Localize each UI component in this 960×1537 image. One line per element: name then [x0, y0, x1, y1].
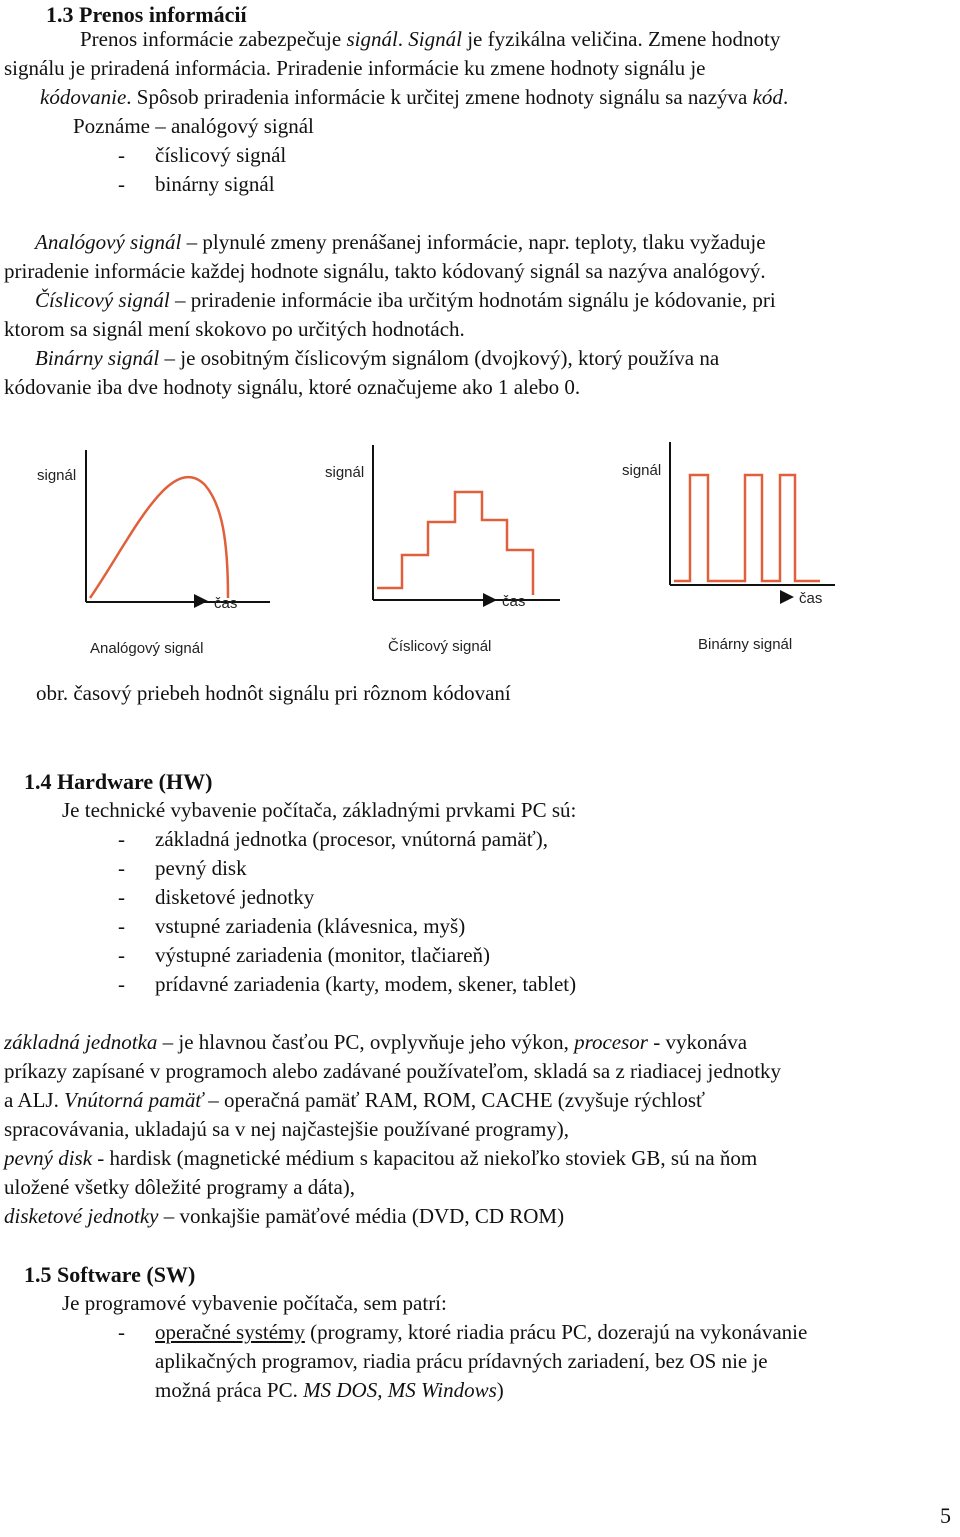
- list-dash: -: [118, 143, 125, 167]
- x-axis-label: čas: [799, 590, 823, 607]
- os-link[interactable]: operačné systémy: [155, 1320, 305, 1344]
- floppy-paragraph: disketové jednotky – vonkajšie pamäťové média (DVD, CD ROM): [4, 1204, 565, 1228]
- list-item: disketové jednotky: [155, 885, 315, 909]
- list-dash: -: [118, 172, 125, 196]
- list-dash: -: [118, 1320, 125, 1344]
- section-heading-1-3: 1.3 Prenos informácií: [46, 2, 247, 27]
- list-dash: -: [118, 885, 125, 909]
- binary-definition-line: kódovanie iba dve hodnoty signálu, ktoré označujeme ako 1 alebo 0.: [4, 375, 581, 399]
- signal-figure: [0, 430, 960, 680]
- y-axis-label: signál: [37, 467, 77, 484]
- list-dash: -: [118, 856, 125, 880]
- base-unit-paragraph-line: a ALJ. Vnútorná pamäť – operačná pamäť RAM, ROM, CACHE (zvyšuje rýchlosť: [4, 1088, 705, 1112]
- list-item: výstupné zariadenia (monitor, tlačiareň): [155, 943, 491, 967]
- list-item: základná jednotka (procesor, vnútorná pamäť),: [155, 827, 548, 851]
- diagram-caption-binary: Binárny signál: [698, 636, 793, 653]
- os-paragraph-line: aplikačných programov, riadia prácu prídavných zariadení, bez OS nie je: [155, 1349, 768, 1373]
- binary-definition: Binárny signál – je osobitným číslicovým signálom (dvojkový), ktorý používa na: [35, 346, 720, 370]
- section-heading-1-5: 1.5 Software (SW): [24, 1262, 196, 1287]
- x-axis-label: čas: [502, 593, 526, 610]
- list-dash: -: [118, 972, 125, 996]
- hardware-intro: Je technické vybavenie počítača, základnými prvkami PC sú:: [62, 798, 577, 822]
- paragraph-line: Prenos informácie zabezpečuje signál. Signál je fyzikálna veličina. Zmene hodnoty: [80, 27, 781, 51]
- x-axis-label: čas: [214, 595, 238, 612]
- os-paragraph-line: možná práca PC. MS DOS, MS Windows): [155, 1378, 504, 1402]
- page-number: 5: [940, 1503, 951, 1528]
- digital-definition-line: ktorom sa signál mení skokovo po určitých hodnotách.: [4, 317, 465, 341]
- list-item: pevný disk: [155, 856, 247, 880]
- list-dash: -: [118, 827, 125, 851]
- x-axis-arrow: [780, 590, 794, 604]
- diagram-caption-analog: Analógový signál: [90, 640, 204, 657]
- list-item: binárny signál: [155, 172, 275, 196]
- analog-definition-line: priradenie informácie každej hodnote signálu, takto kódovaný signál sa nazýva analógový.: [4, 259, 766, 283]
- hard-disk-paragraph-line: uložené všetky dôležité programy a dáta),: [4, 1175, 356, 1199]
- digital-definition: Číslicový signál – priradenie informácie iba určitým hodnotám signálu je kódovanie, pri: [35, 288, 776, 312]
- hard-disk-paragraph: pevný disk - hardisk (magnetické médium s kapacitou až niekoľko stoviek GB, sú na ňom: [4, 1146, 758, 1170]
- digital-signal-diagram: [325, 445, 560, 655]
- digital-staircase: [377, 492, 533, 595]
- x-axis-arrow: [483, 593, 497, 607]
- section-heading-1-4: 1.4 Hardware (HW): [24, 769, 213, 794]
- base-unit-paragraph-line: príkazy zapísané v programoch alebo zadávané používateľom, skladá sa z riadiacej jednotky: [4, 1059, 782, 1083]
- diagram-caption-digital: Číslicový signál: [388, 638, 492, 655]
- os-paragraph: operačné systémy (programy, ktoré riadia prácu PC, dozerajú na vykonávanie: [155, 1320, 808, 1344]
- list-dash: -: [118, 914, 125, 938]
- paragraph-line: signálu je priradená informácia. Priradenie informácie ku zmene hodnoty signálu je: [4, 56, 706, 80]
- binary-square-wave: [674, 475, 820, 581]
- binary-signal-diagram: [622, 442, 835, 653]
- analog-signal-diagram: [37, 450, 270, 657]
- software-intro: Je programové vybavenie počítača, sem patrí:: [62, 1291, 447, 1315]
- list-item: vstupné zariadenia (klávesnica, myš): [155, 914, 466, 938]
- figure-caption: obr. časový priebeh hodnôt signálu pri rôznom kódovaní: [36, 681, 511, 705]
- base-unit-paragraph: základná jednotka – je hlavnou časťou PC, ovplyvňuje jeho výkon, procesor - vykonáva: [4, 1030, 748, 1054]
- x-axis-arrow: [194, 594, 208, 608]
- list-item: číslicový signál: [155, 143, 287, 167]
- y-axis-label: signál: [622, 462, 662, 479]
- base-unit-paragraph-line: spracovávania, ukladajú sa v nej najčastejšie používané programy),: [4, 1117, 570, 1141]
- y-axis-label: signál: [325, 464, 365, 481]
- list-dash: -: [118, 943, 125, 967]
- list-item: prídavné zariadenia (karty, modem, skener, tablet): [155, 972, 577, 996]
- signal-types-intro: Poznáme – analógový signál: [73, 114, 314, 138]
- analog-definition: Analógový signál – plynulé zmeny prenášanej informácie, napr. teploty, tlaku vyžaduje: [35, 230, 766, 254]
- analog-curve: [90, 477, 228, 598]
- paragraph-line: kódovanie. Spôsob priradenia informácie k určitej zmene hodnoty signálu sa nazýva kód.: [40, 85, 789, 109]
